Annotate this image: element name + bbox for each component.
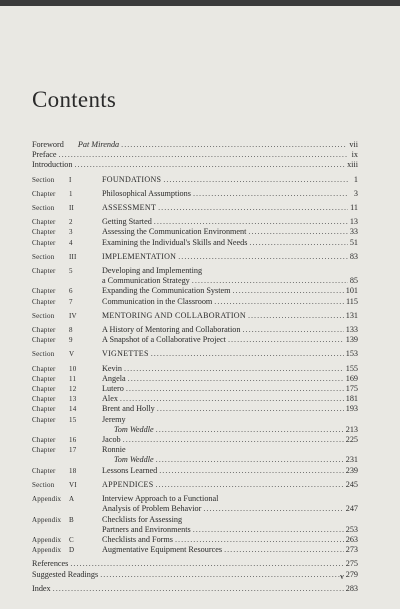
chapter-row xyxy=(32,276,358,286)
toc-leader-dots xyxy=(124,364,344,374)
toc-entry-title: Brent and Holly xyxy=(102,404,155,414)
toc-page-number: 225 xyxy=(345,435,358,445)
toc-page-number: 279 xyxy=(345,569,358,579)
toc-leader-dots xyxy=(193,525,344,535)
chapter-row xyxy=(32,238,358,248)
toc-label xyxy=(32,325,102,335)
toc-entry xyxy=(102,404,358,414)
toc-leader-dots xyxy=(203,504,343,514)
toc-entry xyxy=(102,217,358,227)
toc-leader-dots xyxy=(178,252,348,262)
toc-entry xyxy=(32,150,358,160)
toc-entry-title: Ronnie xyxy=(102,445,126,455)
toc-label xyxy=(32,266,102,276)
toc-label-number: 4 xyxy=(69,238,73,247)
toc-entry-title: Examining the Individual's Skills and Needs xyxy=(102,237,248,247)
chapter-row xyxy=(32,325,358,335)
toc-entry-title: A Snapshot of a Collaborative Project xyxy=(102,335,226,345)
toc-entry-title: Tom Weddle xyxy=(114,455,154,465)
toc-entry xyxy=(102,335,358,345)
toc-label-word: Appendix xyxy=(32,495,62,504)
table-of-contents xyxy=(32,140,358,594)
toc-entry xyxy=(32,140,358,150)
toc-entry xyxy=(102,435,358,445)
toc-label xyxy=(32,445,102,455)
toc-entry xyxy=(102,466,358,476)
chapter-row xyxy=(32,266,358,276)
toc-label xyxy=(32,535,102,545)
toc-page-number: 273 xyxy=(345,545,358,555)
toc-entry-author: Pat Mirenda xyxy=(77,140,120,149)
chapter-row xyxy=(32,415,358,425)
toc-label-number: 13 xyxy=(69,395,77,404)
toc-entry xyxy=(102,252,358,262)
back-matter-row xyxy=(32,584,358,594)
toc-page-number: 153 xyxy=(345,349,358,359)
toc-leader-dots xyxy=(248,311,344,321)
toc-leader-dots xyxy=(156,425,344,435)
toc-entry xyxy=(32,570,358,580)
toc-label xyxy=(32,238,102,248)
toc-entry xyxy=(32,559,358,569)
toc-leader-dots xyxy=(100,570,344,580)
chapter-row xyxy=(32,445,358,455)
chapter-row xyxy=(32,335,358,345)
toc-label-number: V xyxy=(69,350,75,359)
toc-entry-title: Expanding the Communication System xyxy=(102,286,231,296)
toc-leader-dots xyxy=(193,189,348,199)
toc-entry xyxy=(102,349,358,359)
toc-page-number: 283 xyxy=(345,583,358,593)
toc-label xyxy=(32,466,102,476)
toc-label-number: 17 xyxy=(69,446,77,455)
chapter-row xyxy=(32,515,358,525)
toc-label xyxy=(32,435,102,445)
toc-entry-title: References xyxy=(32,559,69,569)
toc-page-number: 51 xyxy=(349,237,358,247)
toc-leader-dots xyxy=(74,160,345,170)
toc-label-word: Chapter xyxy=(32,436,56,445)
toc-entry-title: Lessons Learned xyxy=(102,465,158,475)
chapter-row xyxy=(32,286,358,296)
toc-entry-title: Augmentative Equipment Resources xyxy=(102,545,223,555)
toc-label xyxy=(32,515,102,525)
back-matter-row xyxy=(32,570,358,580)
toc-leader-dots xyxy=(157,404,344,414)
toc-page-number: 115 xyxy=(346,296,358,306)
chapter-row xyxy=(32,535,358,545)
toc-label-word: Appendix xyxy=(32,535,62,544)
toc-page-number: 263 xyxy=(345,534,358,544)
toc-entry xyxy=(102,364,358,374)
toc-label-word: Appendix xyxy=(32,515,62,524)
toc-entry-title: Getting Started xyxy=(102,217,152,227)
toc-label-word: Chapter xyxy=(32,297,56,306)
chapter-row xyxy=(32,494,358,504)
toc-label-word: Chapter xyxy=(32,446,56,455)
toc-label-word: Chapter xyxy=(32,405,56,414)
toc-label xyxy=(32,217,102,227)
toc-page-number: 155 xyxy=(345,363,358,373)
toc-label-number: 10 xyxy=(69,364,77,373)
chapter-row xyxy=(32,525,358,535)
toc-label-number: A xyxy=(69,495,75,504)
front-matter-row xyxy=(32,140,358,150)
toc-label-number: III xyxy=(69,252,77,261)
toc-leader-dots xyxy=(158,203,348,213)
toc-label xyxy=(32,480,102,490)
toc-label xyxy=(32,349,102,359)
toc-entry xyxy=(102,535,358,545)
toc-entry xyxy=(102,325,358,335)
toc-leader-dots xyxy=(163,175,348,185)
toc-label-word: Section xyxy=(32,175,55,184)
toc-label xyxy=(32,189,102,199)
toc-label-number: 2 xyxy=(69,218,73,227)
toc-label xyxy=(32,297,102,307)
toc-leader-dots xyxy=(53,584,344,594)
toc-label-number: 1 xyxy=(69,189,73,198)
chapter-row xyxy=(32,394,358,404)
toc-page-number: vii xyxy=(349,140,358,149)
toc-label-number: 12 xyxy=(69,385,77,394)
toc-entry-title: Jeremy xyxy=(102,414,126,424)
toc-entry-title: Philosophical Assumptions xyxy=(102,188,191,198)
toc-leader-dots xyxy=(228,335,344,345)
toc-entry xyxy=(102,480,358,490)
toc-label xyxy=(32,252,102,262)
toc-entry xyxy=(102,455,358,465)
toc-label xyxy=(32,335,102,345)
toc-label-word: Chapter xyxy=(32,287,56,296)
toc-entry xyxy=(102,494,358,504)
toc-label-word: Chapter xyxy=(32,267,56,276)
toc-entry xyxy=(102,311,358,321)
toc-page-number: 231 xyxy=(345,455,358,465)
toc-entry xyxy=(102,384,358,394)
toc-page-number: 3 xyxy=(353,188,358,198)
toc-label-word: Chapter xyxy=(32,374,56,383)
toc-entry xyxy=(102,504,358,514)
chapter-row xyxy=(32,466,358,476)
toc-entry xyxy=(32,584,358,594)
toc-entry xyxy=(102,425,358,435)
toc-label-number: 15 xyxy=(69,415,77,424)
toc-entry-title: Interview Approach to a Functional xyxy=(102,494,219,504)
page-title: Contents xyxy=(32,87,117,113)
toc-label xyxy=(32,175,102,185)
toc-label-word: Chapter xyxy=(32,466,56,475)
chapter-row xyxy=(32,545,358,555)
toc-label-number: VI xyxy=(69,480,77,489)
toc-leader-dots xyxy=(248,227,347,237)
toc-label-number: 3 xyxy=(69,228,73,237)
toc-label xyxy=(32,286,102,296)
toc-leader-dots xyxy=(159,466,343,476)
toc-leader-dots xyxy=(154,217,348,227)
toc-page-number: ix xyxy=(351,150,358,160)
toc-leader-dots xyxy=(59,150,348,160)
chapter-row xyxy=(32,404,358,414)
toc-leader-dots xyxy=(192,276,348,286)
toc-entry xyxy=(102,227,358,237)
toc-entry-title: Suggested Readings xyxy=(32,569,99,579)
toc-label-number: 11 xyxy=(69,374,77,383)
toc-entry-title: Introduction xyxy=(32,160,73,170)
toc-entry-title: VIGNETTES xyxy=(102,349,149,359)
toc-leader-dots xyxy=(128,374,344,384)
chapter-row xyxy=(32,364,358,374)
chapter-row xyxy=(32,374,358,384)
toc-label xyxy=(32,227,102,237)
toc-leader-dots xyxy=(233,286,344,296)
toc-page-number: xiii xyxy=(347,160,358,170)
toc-entry xyxy=(102,286,358,296)
toc-entry-title: Kevin xyxy=(102,363,123,373)
toc-leader-dots xyxy=(175,535,344,545)
toc-entry-title: Angela xyxy=(102,373,126,383)
toc-label-word: Section xyxy=(32,204,55,213)
toc-page-number: 175 xyxy=(345,384,358,394)
toc-page-number: 11 xyxy=(350,203,358,213)
toc-label-number: D xyxy=(69,546,75,555)
toc-entry-title: IMPLEMENTATION xyxy=(102,251,177,261)
toc-page-number: 85 xyxy=(349,276,358,286)
toc-page-number: 247 xyxy=(345,504,358,514)
toc-entry-title: Communication in the Classroom xyxy=(102,296,213,306)
toc-label xyxy=(32,415,102,425)
toc-label xyxy=(32,311,102,321)
toc-page-number: 133 xyxy=(345,325,358,335)
toc-label-number: 14 xyxy=(69,405,77,414)
toc-entry-title: A History of Mentoring and Collaboration xyxy=(102,325,241,335)
toc-label-number: 6 xyxy=(69,287,73,296)
toc-page-number: 101 xyxy=(345,286,358,296)
toc-leader-dots xyxy=(249,238,347,248)
toc-entry-title: Jacob xyxy=(102,435,121,445)
section-row xyxy=(32,480,358,490)
section-row xyxy=(32,175,358,185)
toc-entry xyxy=(102,525,358,535)
toc-leader-dots xyxy=(121,140,347,150)
section-row xyxy=(32,252,358,262)
toc-page-number: 253 xyxy=(345,524,358,534)
toc-leader-dots xyxy=(123,435,344,445)
toc-leader-dots xyxy=(120,394,344,404)
toc-label-number: 16 xyxy=(69,436,77,445)
toc-label xyxy=(32,374,102,384)
toc-entry-title: Checklists and Forms xyxy=(102,534,173,544)
toc-page-number: 245 xyxy=(345,479,358,489)
toc-page-number: 275 xyxy=(345,559,358,569)
toc-page-number: 131 xyxy=(345,310,358,320)
toc-leader-dots xyxy=(243,325,344,335)
toc-label-word: Chapter xyxy=(32,364,56,373)
toc-entry-title: Preface xyxy=(32,150,57,160)
toc-page-number: 193 xyxy=(345,404,358,414)
toc-label-word: Section xyxy=(32,350,55,359)
toc-entry-title: Analysis of Problem Behavior xyxy=(102,504,202,514)
toc-entry-title: Assessing the Communication Environment xyxy=(102,227,247,237)
toc-page-number: 139 xyxy=(345,335,358,345)
toc-entry-title: Foreword xyxy=(32,140,64,149)
front-matter-row xyxy=(32,150,358,160)
toc-entry-title: APPENDICES xyxy=(102,479,154,489)
section-row xyxy=(32,311,358,321)
chapter-row xyxy=(32,384,358,394)
toc-label xyxy=(32,384,102,394)
front-matter-row xyxy=(32,160,358,170)
toc-leader-dots xyxy=(151,349,344,359)
toc-label-number: 7 xyxy=(69,297,73,306)
chapter-author-row xyxy=(32,455,358,465)
chapter-row xyxy=(32,217,358,227)
toc-entry xyxy=(102,515,358,525)
toc-leader-dots xyxy=(155,480,343,490)
toc-label xyxy=(32,494,102,504)
chapter-row xyxy=(32,189,358,199)
toc-entry xyxy=(102,394,358,404)
toc-label xyxy=(32,394,102,404)
toc-entry xyxy=(102,415,358,425)
toc-entry xyxy=(32,160,358,170)
toc-entry xyxy=(102,175,358,185)
toc-label xyxy=(32,203,102,213)
toc-label-word: Chapter xyxy=(32,238,56,247)
back-matter-row xyxy=(32,559,358,569)
toc-label-word: Appendix xyxy=(32,546,62,555)
toc-entry-title: ASSESSMENT xyxy=(102,203,157,213)
toc-label-number: 18 xyxy=(69,466,77,475)
toc-page-number: 33 xyxy=(349,227,358,237)
toc-entry-title: Checklists for Assessing xyxy=(102,514,183,524)
toc-entry-title: FOUNDATIONS xyxy=(102,174,162,184)
toc-page-number: 169 xyxy=(345,373,358,383)
toc-leader-dots xyxy=(214,297,344,307)
chapter-row xyxy=(32,504,358,514)
toc-label-word: Chapter xyxy=(32,218,56,227)
toc-label-word: Chapter xyxy=(32,336,56,345)
toc-entry xyxy=(102,266,358,276)
chapter-author-row xyxy=(32,425,358,435)
toc-label-word: Chapter xyxy=(32,189,56,198)
toc-label-word: Chapter xyxy=(32,326,56,335)
toc-entry-title: Developing and Implementing xyxy=(102,266,203,276)
toc-label-number: B xyxy=(69,515,74,524)
toc-entry xyxy=(102,374,358,384)
toc-label xyxy=(32,404,102,414)
toc-page-number: 83 xyxy=(349,251,358,261)
section-row xyxy=(32,203,358,213)
toc-label-number: II xyxy=(69,204,75,213)
chapter-row xyxy=(32,227,358,237)
toc-leader-dots xyxy=(70,559,343,569)
toc-entry xyxy=(102,545,358,555)
toc-label-number: IV xyxy=(69,311,77,320)
toc-entry-title: Tom Weddle xyxy=(114,424,154,434)
toc-entry xyxy=(102,276,358,286)
toc-entry xyxy=(102,203,358,213)
chapter-row xyxy=(32,297,358,307)
toc-label-number: 5 xyxy=(69,267,73,276)
toc-label-number: 9 xyxy=(69,336,73,345)
toc-entry-title: MENTORING AND COLLABORATION xyxy=(102,310,246,320)
toc-page-number: 1 xyxy=(353,174,358,184)
toc-page-number: 181 xyxy=(345,394,358,404)
toc-leader-dots xyxy=(126,384,344,394)
toc-leader-dots xyxy=(156,455,344,465)
toc-label-word: Chapter xyxy=(32,415,56,424)
toc-page-number: 239 xyxy=(345,465,358,475)
toc-label-word: Chapter xyxy=(32,228,56,237)
toc-label xyxy=(32,545,102,555)
section-row xyxy=(32,349,358,359)
toc-entry xyxy=(102,445,358,455)
toc-label-word: Section xyxy=(32,311,55,320)
toc-leader-dots xyxy=(224,545,344,555)
toc-entry-title: Alex xyxy=(102,394,118,404)
toc-label-number: 8 xyxy=(69,326,73,335)
chapter-row xyxy=(32,435,358,445)
toc-entry xyxy=(102,238,358,248)
toc-entry xyxy=(102,297,358,307)
toc-page-number: 13 xyxy=(349,217,358,227)
toc-label-word: Chapter xyxy=(32,385,56,394)
toc-label xyxy=(32,364,102,374)
toc-entry-title: Partners and Environments xyxy=(102,524,191,534)
toc-label-word: Section xyxy=(32,252,55,261)
toc-label-word: Section xyxy=(32,480,55,489)
toc-entry-title: a Communication Strategy xyxy=(102,276,190,286)
toc-page-number: 213 xyxy=(345,424,358,434)
toc-label-number: C xyxy=(69,535,74,544)
toc-entry-title: Index xyxy=(32,583,51,593)
toc-label-word: Chapter xyxy=(32,395,56,404)
toc-entry xyxy=(102,189,358,199)
toc-entry-title: Lutero xyxy=(102,384,124,394)
toc-label-number: I xyxy=(69,175,72,184)
page-number: v xyxy=(340,572,344,581)
